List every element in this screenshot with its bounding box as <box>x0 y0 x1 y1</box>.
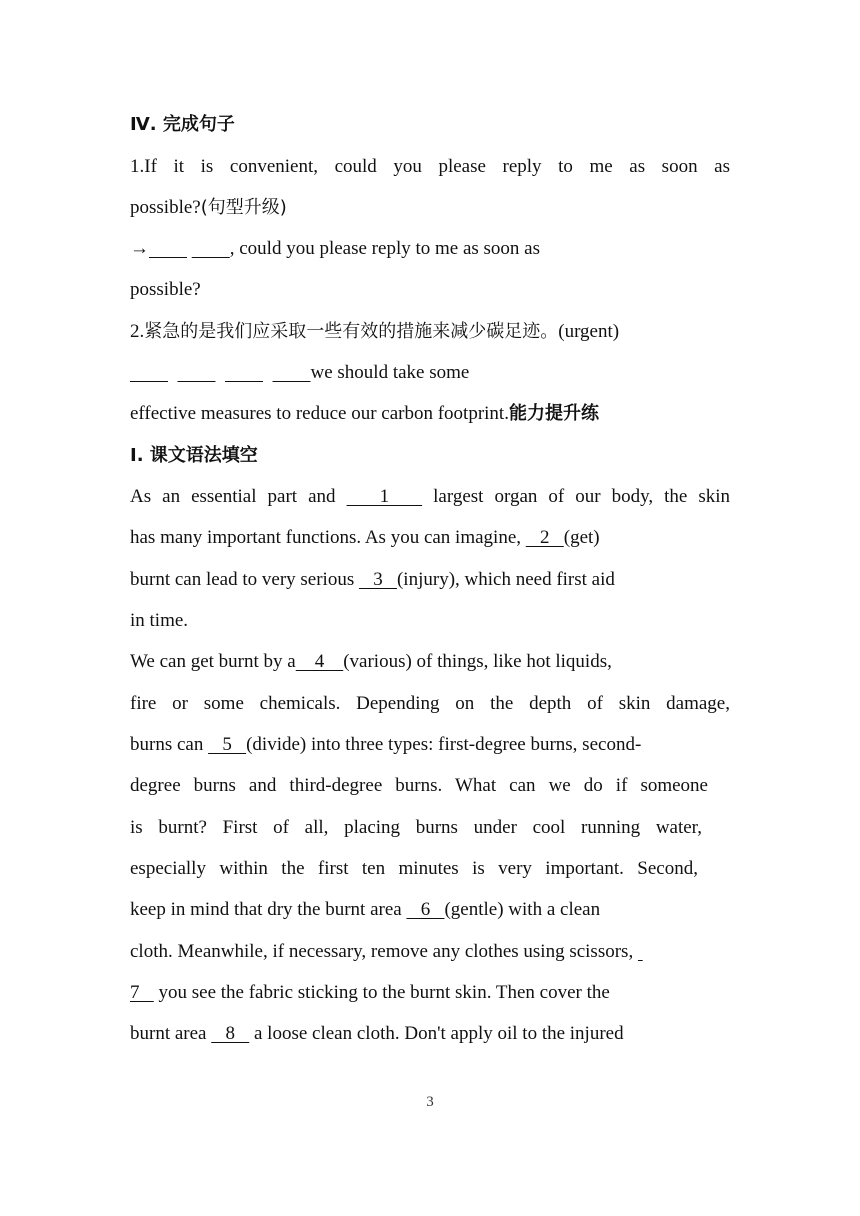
answer-blank-6[interactable]: 6 <box>406 899 445 920</box>
text-line: burnt can lead to very serious 3 (injury), which need first aid <box>130 569 615 590</box>
text-line: burns can 5 (divide) into three types: first-degree burns, second- <box>130 734 642 755</box>
text-line: → , could you please reply to me as soon as <box>130 238 541 259</box>
answer-blank[interactable] <box>149 238 187 259</box>
text-line: we should take some <box>130 352 730 393</box>
text-line: We can get burnt by a 4 (various) of things, like hot liquids, <box>130 651 612 672</box>
answer-blank-7[interactable]: 7 <box>130 982 154 1003</box>
heading-text: Ⅰ. 课文语法填空 <box>130 445 258 466</box>
answer-blank[interactable] <box>192 238 230 259</box>
section-heading-iv <box>130 104 730 145</box>
answer-blank-7-start[interactable] <box>638 941 643 962</box>
answer-blank-4[interactable]: 4 <box>295 651 344 672</box>
text-line: effective measures to reduce our carbon footprint.能力提升练 <box>130 403 599 424</box>
text-line: has many important functions. As you can imagine, 2 (get) <box>130 527 600 548</box>
answer-blank[interactable] <box>178 362 216 383</box>
section-heading-ability: 能力提升练 <box>508 403 599 424</box>
text-line: possible? <box>130 279 201 300</box>
text-line: cloth. Meanwhile, if necessary, remove any clothes using scissors, <box>130 931 730 972</box>
heading-text: Ⅳ. 完成句子 <box>130 114 235 135</box>
arrow-icon: → <box>130 238 149 259</box>
text-line: is burnt? First of all, placing burns under cool running water, <box>130 817 702 838</box>
answer-blank[interactable] <box>273 362 311 383</box>
text-line: fire or some chemicals. Depending on the depth of skin damage, <box>130 693 730 714</box>
answer-blank-8[interactable]: 8 <box>211 1023 250 1044</box>
answer-blank-2[interactable]: 2 <box>525 527 564 548</box>
section-heading-i <box>130 435 730 476</box>
text-line: possible?(句型升级) <box>130 197 287 218</box>
text-line: As an essential part and 1 largest organ of our body, the skin <box>130 486 731 507</box>
text-line: keep in mind that dry the burnt area 6 (gentle) with a clean <box>130 899 601 920</box>
answer-blank[interactable] <box>225 362 263 383</box>
answer-blank-3[interactable]: 3 <box>358 569 397 590</box>
text-line: 7 you see the fabric sticking to the burnt skin. Then cover the <box>130 982 610 1003</box>
text-line: burnt area 8 a loose clean cloth. Don't apply oil to the injured <box>130 1023 624 1044</box>
answer-blank-1[interactable]: 1 <box>346 486 423 507</box>
page-number: 3 <box>426 1094 434 1110</box>
text-line: degree burns and third-degree burns. What can we do if someone <box>130 775 708 796</box>
text-line: in time. <box>130 610 189 631</box>
text-line: 1.If it is convenient, could you please reply to me as soon as <box>130 156 730 177</box>
answer-blank[interactable] <box>130 362 168 383</box>
answer-blank-5[interactable]: 5 <box>208 734 247 755</box>
text-line: 2.紧急的是我们应采取一些有效的措施来减少碳足迹。(urgent) <box>130 321 620 342</box>
text-line: especially within the first ten minutes is very important. Second, <box>130 858 698 879</box>
